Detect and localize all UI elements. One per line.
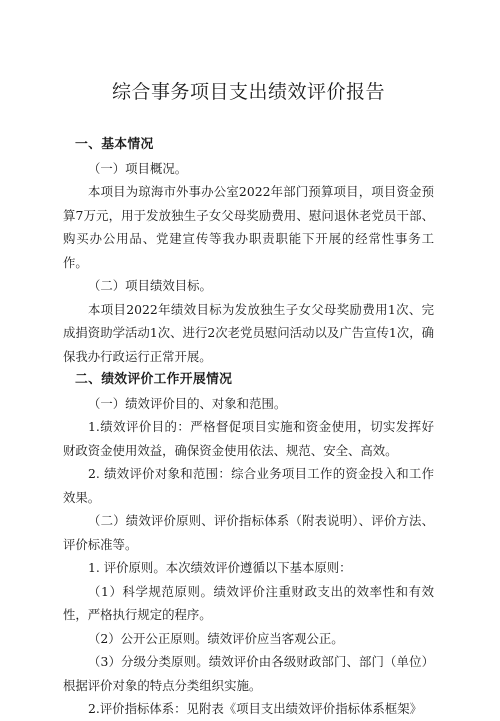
- paragraph-principles-intro: 1. 评价原则。本次绩效评价遵循以下基本原则：: [88, 560, 352, 575]
- paragraph-evaluation-purpose: 1.绩效评价目的：严格督促项目实施和资金使用，切实发挥好财政资金使用效益，确保资金使用依法、规范、安全、高效。: [63, 419, 434, 458]
- paragraph-performance-goals: 本项目2022年绩效目标为发放独生子女父母奖励费用1次、完成捐资助学活动1次、进行2次老党员慰问活动以及广告宣传1次，确保我办行政运行正常开展。: [63, 301, 434, 364]
- subheading-evaluation-purpose: （一）绩效评价目的、对象和范围。: [88, 395, 287, 411]
- paragraph-indicator-system: 2.评价指标体系：见附表《项目支出绩效评价指标体系框架》: [88, 701, 422, 716]
- section-heading-basic-info: 一、基本情况: [75, 137, 154, 152]
- subheading-project-overview: （一）项目概况。: [88, 160, 188, 176]
- document-title: 综合事务项目支出绩效评价报告: [111, 81, 385, 103]
- paragraph-evaluation-scope: 2. 绩效评价对象和范围：综合业务项目工作的资金投入和工作效果。: [63, 466, 434, 505]
- paragraph-principle-scientific: （1）科学规范原则。绩效评价注重财政支出的效率性和有效性，严格执行规定的程序。: [63, 583, 434, 622]
- document-body: [63, 133, 434, 721]
- section-heading-evaluation-work: 二、绩效评价工作开展情况: [75, 372, 233, 387]
- paragraph-principle-fairness: （2）公开公正原则。绩效评价应当客观公正。: [88, 630, 344, 646]
- paragraph-project-overview: 本项目为琼海市外事办公室2022年部门预算项目，项目资金预算7万元，用于发放独生子女父母奖励费用、慰问退休老党员干部、购买办公用品、党建宣传等我办职责职能下开展的经常性事务工作。: [63, 184, 434, 270]
- subheading-performance-goals: （二）项目绩效目标。: [88, 278, 212, 293]
- paragraph-principle-classification: （3）分级分类原则。绩效评价由各级财政部门、部门（单位）根据评价对象的特点分类组织实施。: [63, 654, 434, 693]
- subheading-evaluation-principles: （二）绩效评价原则、评价指标体系（附表说明）、评价方法、评价标准等。: [63, 513, 434, 552]
